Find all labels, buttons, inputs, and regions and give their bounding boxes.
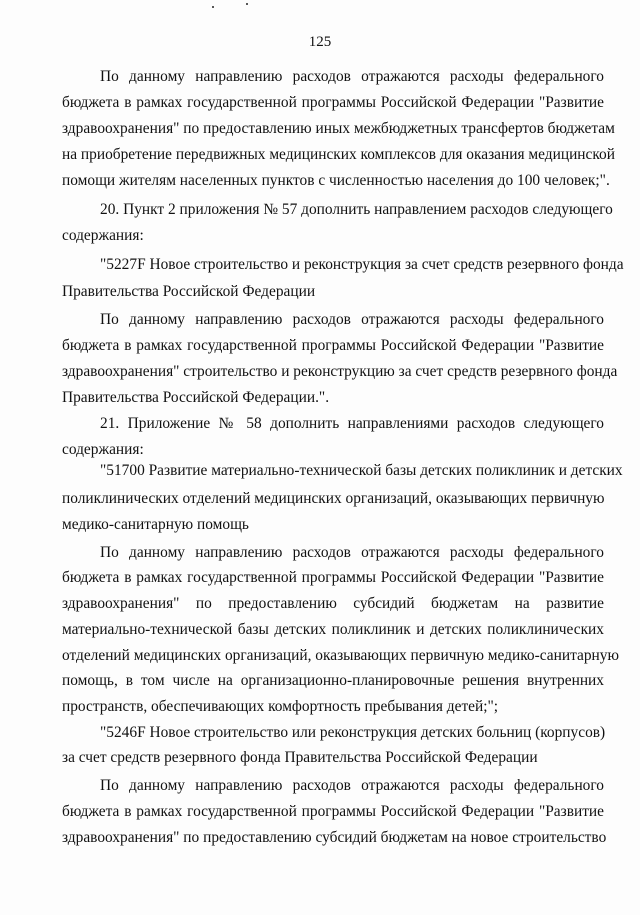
- text-line: помощь, в том числе на организационно-планировочные решения внутренних: [62, 672, 604, 689]
- text-line: на приобретение передвижных медицинских комплексов для оказания медицинской: [62, 146, 615, 163]
- scan-speck: [212, 6, 214, 8]
- text-line: медико-санитарную помощь: [62, 516, 249, 533]
- text-line: отделений медицинских организаций, оказывающих первичную медико-санитарную: [62, 647, 619, 664]
- text-line: пространств, обеспечивающих комфортность пребывания детей;";: [62, 698, 499, 715]
- text-line: По данному направлению расходов отражаются расходы федерального: [100, 544, 604, 561]
- text-line: здравоохранения" строительство и реконструкцию за счет средств резервного фонда: [62, 363, 618, 380]
- text-line: содержания:: [62, 227, 144, 244]
- scan-speck: [246, 3, 248, 5]
- text-line: Правительства Российской Федерации: [62, 283, 316, 300]
- text-line: "5227F Новое строительство и реконструкция за счет средств резервного фонда: [100, 256, 624, 273]
- text-line: бюджета в рамках государственной программы Российской Федерации "Развитие: [62, 569, 604, 586]
- text-line: здравоохранения" по предоставлению субсидий бюджетам на новое строительство: [62, 829, 607, 846]
- text-line: Правительства Российской Федерации.".: [62, 389, 330, 406]
- page-number: 125: [308, 34, 332, 50]
- text-line: поликлинических отделений медицинских организаций, оказывающих первичную: [62, 490, 605, 507]
- text-line: за счет средств резервного фонда Правительства Российской Федерации: [62, 749, 538, 766]
- text-line: здравоохранения" по предоставлению иных межбюджетных трансфертов бюджетам: [62, 120, 615, 137]
- text-line: помощи жителям населенных пунктов с численностью населения до 100 человек;".: [62, 172, 610, 189]
- text-line: содержания:: [62, 441, 144, 458]
- text-line: бюджета в рамках государственной программы Российской Федерации "Развитие: [62, 94, 604, 111]
- text-line: По данному направлению расходов отражаются расходы федерального: [100, 68, 604, 85]
- text-line: "51700 Развитие материально-технической базы детских поликлиник и детских: [100, 462, 623, 479]
- text-line: бюджета в рамках государственной программы Российской Федерации "Развитие: [62, 337, 604, 354]
- text-line: материально-технической базы детских поликлиник и детских поликлинических: [62, 621, 604, 638]
- text-line: По данному направлению расходов отражаются расходы федерального: [100, 777, 604, 794]
- text-line: По данному направлению расходов отражаются расходы федерального: [100, 311, 604, 328]
- text-line: 21. Приложение № 58 дополнить направлениями расходов следующего: [100, 415, 604, 432]
- text-line: здравоохранения" по предоставлению субсидий бюджетам на развитие: [62, 595, 604, 612]
- text-line: "5246F Новое строительство или реконструкция детских больниц (корпусов): [100, 724, 606, 741]
- text-line: бюджета в рамках государственной программы Российской Федерации "Развитие: [62, 803, 604, 820]
- text-line: 20. Пункт 2 приложения № 57 дополнить направлением расходов следующего: [100, 201, 613, 218]
